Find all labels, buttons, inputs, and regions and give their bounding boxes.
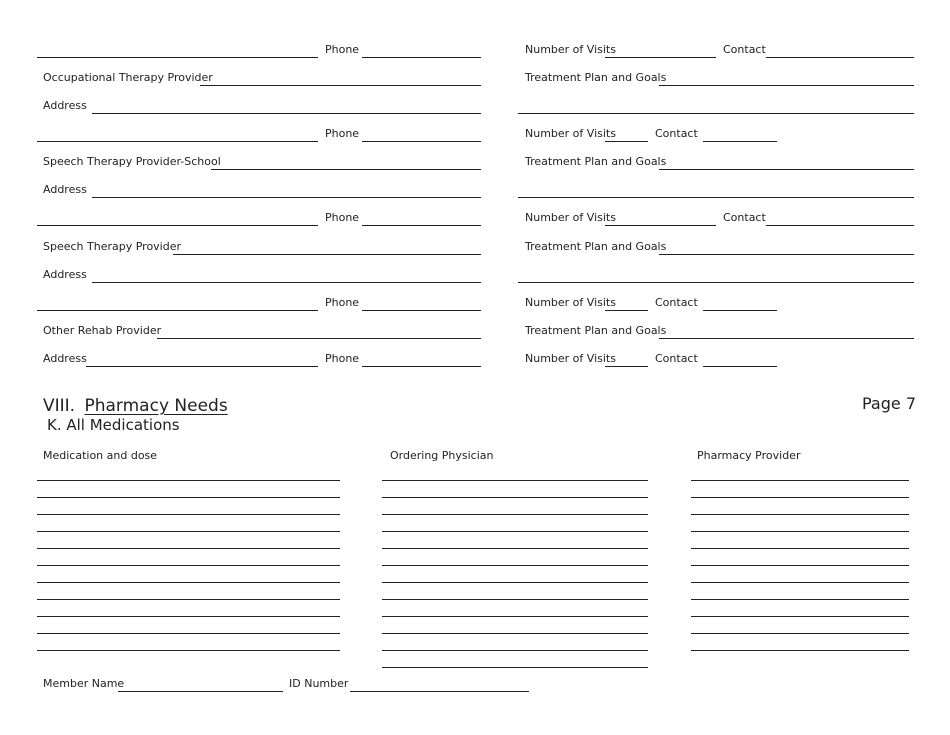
pharmacy-entry-line[interactable] [691,616,909,617]
number-of-visits-label: Number of Visits [525,296,616,309]
medication-entry-line[interactable] [37,497,340,498]
medication-entry-line[interactable] [37,548,340,549]
medication-entry-line[interactable] [37,565,340,566]
physician-entry-line[interactable] [382,650,648,651]
physician-entry-line[interactable] [382,599,648,600]
member-name-field[interactable] [118,691,283,692]
pharmacy-entry-line[interactable] [691,548,909,549]
number-of-visits-label: Number of Visits [525,127,616,140]
medication-entry-line[interactable] [37,650,340,651]
address-field-continued[interactable] [37,225,318,226]
address-field-continued[interactable] [37,310,318,311]
pharmacy-entry-line[interactable] [691,599,909,600]
number-of-visits-field[interactable] [605,57,716,58]
physician-entry-line[interactable] [382,514,648,515]
section-number: VIII. [43,396,76,416]
medication-entry-line[interactable] [37,616,340,617]
address-label: Address [43,352,87,365]
physician-entry-line[interactable] [382,480,648,481]
treatment-plan-field[interactable] [659,338,914,339]
page-number: Page 7 [862,394,916,413]
other-rehab-provider-field[interactable] [157,338,481,339]
address-label: Address [43,99,87,112]
medication-entry-line[interactable] [37,514,340,515]
address-field[interactable] [92,282,481,283]
section-subtitle: K. All Medications [47,416,180,434]
speech-therapy-provider-field[interactable] [173,254,481,255]
treatment-plan-field-continued[interactable] [518,113,914,114]
medication-entry-line[interactable] [37,582,340,583]
contact-field[interactable] [703,366,777,367]
pharmacy-entry-line[interactable] [691,650,909,651]
contact-label: Contact [723,43,766,56]
pharmacy-entry-line[interactable] [691,633,909,634]
address-label: Address [43,183,87,196]
medication-entry-line[interactable] [37,531,340,532]
physician-entry-line[interactable] [382,667,648,668]
pharmacy-entry-line[interactable] [691,497,909,498]
number-of-visits-field[interactable] [605,141,648,142]
medication-column-header: Medication and dose [43,449,158,462]
number-of-visits-label: Number of Visits [525,352,616,365]
treatment-plan-field[interactable] [659,169,914,170]
medication-entry-line[interactable] [37,599,340,600]
phone-field[interactable] [362,366,481,367]
phone-label: Phone [325,352,360,365]
contact-field[interactable] [703,141,777,142]
other-rehab-provider-label: Other Rehab Provider [43,324,162,337]
contact-field[interactable] [766,225,914,226]
id-number-field[interactable] [350,691,529,692]
section-title: Pharmacy Needs [84,396,228,416]
physician-column-header: Ordering Physician [390,449,494,462]
treatment-plan-label: Treatment Plan and Goals [525,240,667,253]
treatment-plan-label: Treatment Plan and Goals [525,155,667,168]
phone-field[interactable] [362,141,481,142]
address-label: Address [43,268,87,281]
physician-entry-line[interactable] [382,565,648,566]
occupational-therapy-provider-label: Occupational Therapy Provider [43,71,213,84]
phone-field[interactable] [362,225,481,226]
speech-therapy-provider-school-label: Speech Therapy Provider-School [43,155,221,168]
treatment-plan-field[interactable] [659,254,914,255]
address-field-continued[interactable] [37,141,318,142]
prev-provider-name-field[interactable] [37,57,318,58]
speech-therapy-provider-label: Speech Therapy Provider [43,240,182,253]
number-of-visits-field[interactable] [605,366,648,367]
pharmacy-entry-line[interactable] [691,565,909,566]
section-heading [43,396,228,416]
physician-entry-line[interactable] [382,531,648,532]
contact-label: Contact [723,211,766,224]
pharmacy-entry-line[interactable] [691,531,909,532]
phone-label: Phone [325,211,360,224]
pharmacy-column-header: Pharmacy Provider [697,449,801,462]
medication-entry-line[interactable] [37,633,340,634]
member-name-label: Member Name [43,677,125,690]
treatment-plan-field-continued[interactable] [518,197,914,198]
address-field[interactable] [92,113,481,114]
treatment-plan-field[interactable] [659,85,914,86]
address-field[interactable] [86,366,318,367]
pharmacy-entry-line[interactable] [691,480,909,481]
number-of-visits-field[interactable] [605,225,716,226]
treatment-plan-field-continued[interactable] [518,282,914,283]
physician-entry-line[interactable] [382,616,648,617]
physician-entry-line[interactable] [382,548,648,549]
physician-entry-line[interactable] [382,582,648,583]
phone-label: Phone [325,296,360,309]
physician-entry-line[interactable] [382,633,648,634]
contact-field[interactable] [703,310,777,311]
number-of-visits-field[interactable] [605,310,648,311]
occupational-therapy-provider-field[interactable] [200,85,481,86]
id-number-label: ID Number [289,677,349,690]
phone-label: Phone [325,127,360,140]
treatment-plan-label: Treatment Plan and Goals [525,324,667,337]
pharmacy-entry-line[interactable] [691,514,909,515]
contact-label: Contact [655,127,698,140]
phone-field[interactable] [362,57,481,58]
medication-entry-line[interactable] [37,480,340,481]
speech-therapy-provider-school-field[interactable] [211,169,481,170]
physician-entry-line[interactable] [382,497,648,498]
number-of-visits-label: Number of Visits [525,211,616,224]
contact-label: Contact [655,352,698,365]
contact-label: Contact [655,296,698,309]
phone-field[interactable] [362,310,481,311]
treatment-plan-label: Treatment Plan and Goals [525,71,667,84]
address-field[interactable] [92,197,481,198]
phone-label: Phone [325,43,360,56]
number-of-visits-label: Number of Visits [525,43,616,56]
pharmacy-entry-line[interactable] [691,582,909,583]
contact-field[interactable] [766,57,914,58]
